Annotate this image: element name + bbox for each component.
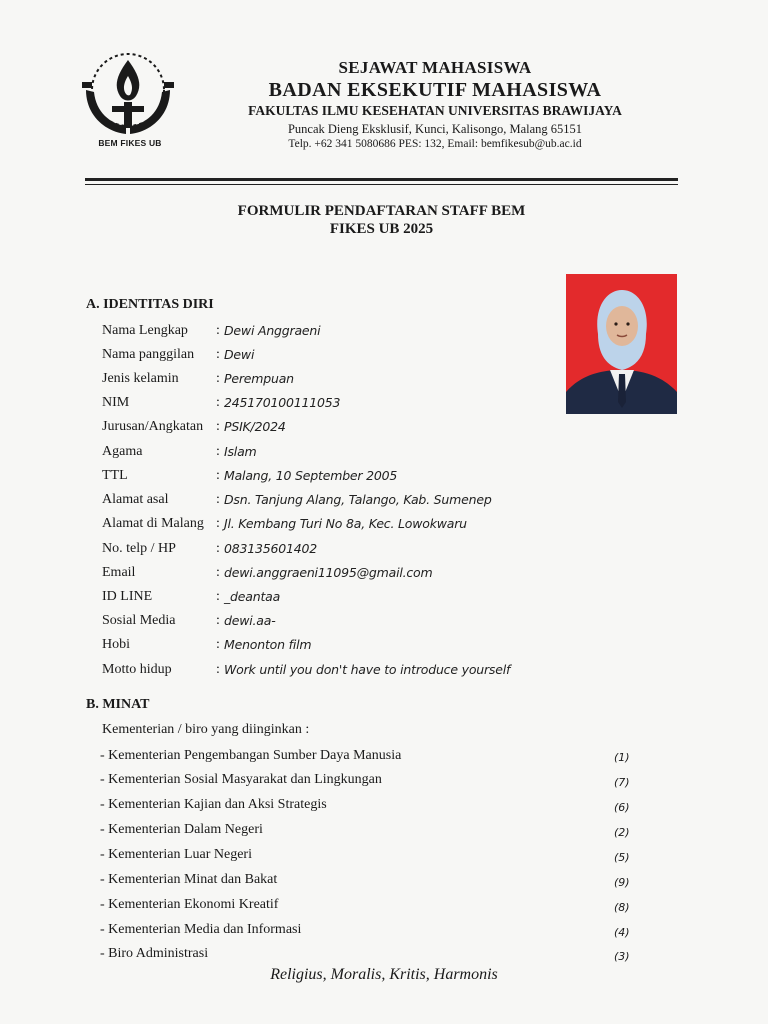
field-value: Islam xyxy=(224,444,257,459)
minat-item: - Kementerian Media dan Informasi xyxy=(100,922,302,937)
registration-form-page: BEM FIKES UB SEJAWAT MAHASISWA BADAN EKSEKUTIF MAHASISWA FAKULTAS ILMU KESEHATAN UNIVERSITAS BRAWIJAYA Puncak Dieng Eksklusif, Kunci, Kalisongo, Malang 65151 Telp. +62 341 5080686 PES: 132, Email: bemfikesub@ub.ac.id FORMULIR PENDAFTARAN STAFF BEM FIKES UB 2025 A. IDENTITAS DIRI Nama Lengkap : Dewi Anggraeni Nama panggilan : Dewi Jenis kelamin : Perempuan NIM : 245170100111053 Jurusan/Angkatan : PSIK/2024 Agama : Islam TTL : Malang, 10 September 2005 Alamat asal : Dsn. Tanjung Alang, Talango, Kab. Sumenep Alamat di Malang : Jl. Kembang Turi No 8a, Kec. Lowokwaru No. telp / HP : 083135601402 Email : dewi.anggraeni11095@gmail.com ID LINE : _deantaa Sosial Media : dewi.aa- Hobi : Menonton film Motto hidup : Work until you don't have to introduce yourself B. MINAT Kementerian / biro yang diinginkan : - Kementerian Pengembangan Sumber Daya Manusia (1) - Kementerian Sosial Masyarakat dan Lingkungan (7) - Kementerian Kajian dan Aksi Strategis (6) - Kementerian Dalam Negeri (2) - Kementerian Luar Negeri (5) - Kementerian Minat dan Bakat (9) - Kementerian Ekonomi Kreatif (8) - Kementerian Media dan Informasi (4) - Biro Administrasi (3) Religius, Moralis, Kritis, Harmonis xyxy=(0,0,768,1024)
field-value: 245170100111053 xyxy=(224,395,341,410)
form-title xyxy=(150,202,613,238)
minat-rank: (3) xyxy=(614,950,630,963)
field-label: Email xyxy=(102,565,136,580)
minat-rank: (5) xyxy=(614,851,630,864)
field-value: PSIK/2024 xyxy=(224,419,286,434)
letterhead xyxy=(190,58,680,152)
minat-rank: (1) xyxy=(614,751,630,764)
field-label: Hobi xyxy=(102,637,130,652)
field-label: NIM xyxy=(102,395,130,410)
section-minat-title: B. MINAT xyxy=(86,697,150,712)
field-label: Nama panggilan xyxy=(102,347,195,362)
field-value: Work until you don't have to introduce yourself xyxy=(224,662,511,677)
bem-fikes-logo-icon xyxy=(76,46,180,146)
field-value: 083135601402 xyxy=(224,541,318,556)
minat-rank: (4) xyxy=(614,926,630,939)
minat-item: - Kementerian Ekonomi Kreatif xyxy=(100,897,279,912)
field-label: ID LINE xyxy=(102,589,153,604)
org-address: Puncak Dieng Eksklusif, Kunci, Kalisongo, Malang 65151 xyxy=(287,122,583,136)
field-value: dewi.anggraeni11095@gmail.com xyxy=(224,565,433,580)
logo-caption: BEM FIKES UB xyxy=(98,138,162,148)
field-value: Dsn. Tanjung Alang, Talango, Kab. Sumenep xyxy=(224,492,492,507)
minat-item: - Kementerian Luar Negeri xyxy=(100,847,252,862)
field-label: Nama Lengkap xyxy=(102,323,188,338)
org-contact: Telp. +62 341 5080686 PES: 132, Email: bemfikesub@ub.ac.id xyxy=(288,138,582,150)
minat-item: - Kementerian Sosial Masyarakat dan Lingkungan xyxy=(100,772,382,787)
field-label: Jurusan/Angkatan xyxy=(102,419,204,434)
form-title-line-2: FIKES UB 2025 xyxy=(329,221,434,237)
field-value: Dewi xyxy=(224,347,255,362)
field-label: No. telp / HP xyxy=(102,541,176,556)
org-line-3: FAKULTAS ILMU KESEHATAN UNIVERSITAS BRAWIJAYA xyxy=(248,103,622,118)
minat-intro: Kementerian / biro yang diinginkan : xyxy=(102,722,310,737)
header-divider-thick xyxy=(85,178,678,181)
field-label: Alamat di Malang xyxy=(102,516,204,531)
field-value: _deantaa xyxy=(224,589,281,604)
field-label: Motto hidup xyxy=(102,662,172,677)
form-title-line-1: FORMULIR PENDAFTARAN STAFF BEM xyxy=(237,203,526,219)
field-value: Jl. Kembang Turi No 8a, Kec. Lowokwaru xyxy=(224,516,467,531)
org-line-2: BADAN EKSEKUTIF MAHASISWA xyxy=(268,79,602,101)
applicant-photo xyxy=(566,274,677,414)
minat-rank: (8) xyxy=(614,901,630,914)
section-identitas-title: A. IDENTITAS DIRI xyxy=(86,297,214,312)
field-value: Malang, 10 September 2005 xyxy=(224,468,398,483)
field-value: Menonton film xyxy=(224,637,312,652)
field-label: Jenis kelamin xyxy=(102,371,179,386)
minat-item: - Kementerian Pengembangan Sumber Daya Manusia xyxy=(100,748,402,763)
header-divider-thin xyxy=(85,184,678,185)
field-label: Agama xyxy=(102,444,143,459)
minat-item: - Kementerian Dalam Negeri xyxy=(100,822,263,837)
minat-item: - Biro Administrasi xyxy=(100,946,209,961)
field-value: Dewi Anggraeni xyxy=(224,323,321,338)
minat-rank: (7) xyxy=(614,776,630,789)
minat-rank: (2) xyxy=(614,826,630,839)
field-value: dewi.aa- xyxy=(224,613,276,628)
field-value: Perempuan xyxy=(224,371,294,386)
field-label: Sosial Media xyxy=(102,613,176,628)
org-line-1: SEJAWAT MAHASISWA xyxy=(338,58,532,77)
minat-item: - Kementerian Kajian dan Aksi Strategis xyxy=(100,797,327,812)
field-label: TTL xyxy=(102,468,128,483)
minat-rank: (6) xyxy=(614,801,630,814)
minat-item: - Kementerian Minat dan Bakat xyxy=(100,872,278,887)
field-label: Alamat asal xyxy=(102,492,169,507)
minat-rank: (9) xyxy=(614,876,630,889)
footer-motto: Religius, Moralis, Kritis, Harmonis xyxy=(270,966,498,983)
